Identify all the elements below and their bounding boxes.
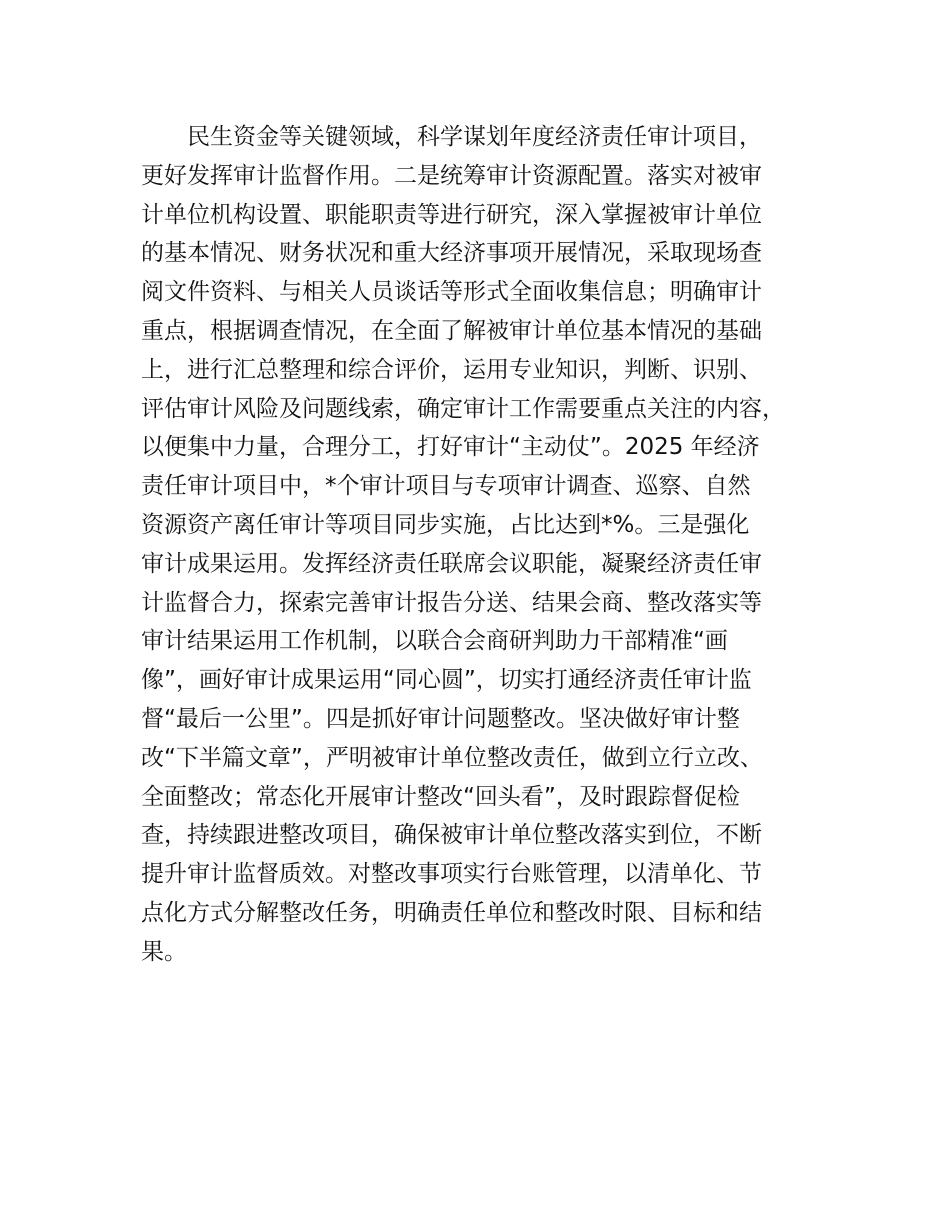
- text-line: 以便集中力量，合理分工，打好审计“主动仗”。2025 年经济: [141, 434, 760, 461]
- text-line: 点化方式分解整改任务，明确责任单位和整改时限、目标和结: [141, 899, 762, 926]
- text-line: 像”，画好审计成果运用“同心圆”，切实打通经济责任审计监: [141, 667, 752, 694]
- text-line: 的基本情况、财务状况和重大经济事项开展情况，采取现场查: [141, 240, 762, 267]
- text-line: 上，进行汇总整理和综合评价，运用专业知识，判断、识别、: [141, 356, 762, 383]
- text-line: 全面整改；常态化开展审计整改“回头看”，及时跟踪督促检: [141, 783, 740, 810]
- text-line: 资源资产离任审计等项目同步实施，占比达到*%。三是强化: [141, 511, 750, 538]
- text-line: 评估审计风险及问题线索，确定审计工作需要重点关注的内容，: [141, 395, 785, 422]
- body-paragraph: [141, 118, 841, 972]
- text-line: 改“下半篇文章”，严明被审计单位整改责任，做到立行立改、: [141, 744, 763, 771]
- text-line: 阅文件资料、与相关人员谈话等形式全面收集信息；明确审计: [141, 279, 762, 306]
- text-line: 审计结果运用工作机制，以联合会商研判助力干部精准“画: [141, 628, 728, 655]
- text-line: 提升审计监督质效。对整改事项实行台账管理，以清单化、节: [141, 861, 762, 888]
- text-line: 责任审计项目中，*个审计项目与专项审计调查、巡察、自然: [141, 473, 751, 500]
- text-line: 更好发挥审计监督作用。二是统筹审计资源配置。落实对被审: [141, 162, 762, 189]
- text-line: 重点，根据调查情况，在全面了解被审计单位基本情况的基础: [141, 317, 762, 344]
- text-line: 果。: [141, 938, 187, 965]
- text-line: 计单位机构设置、职能职责等进行研究，深入掌握被审计单位: [141, 201, 762, 228]
- text-line: 督“最后一公里”。四是抓好审计问题整改。坚决做好审计整: [141, 705, 740, 732]
- text-line: 计监督合力，探索完善审计报告分送、结果会商、整改落实等: [141, 589, 762, 616]
- text-line: 审计成果运用。发挥经济责任联席会议职能，凝聚经济责任审: [141, 550, 762, 577]
- text-line: 民生资金等关键领域，科学谋划年度经济责任审计项目，: [187, 124, 762, 150]
- text-line: 查，持续跟进整改项目，确保被审计单位整改落实到位，不断: [141, 822, 762, 849]
